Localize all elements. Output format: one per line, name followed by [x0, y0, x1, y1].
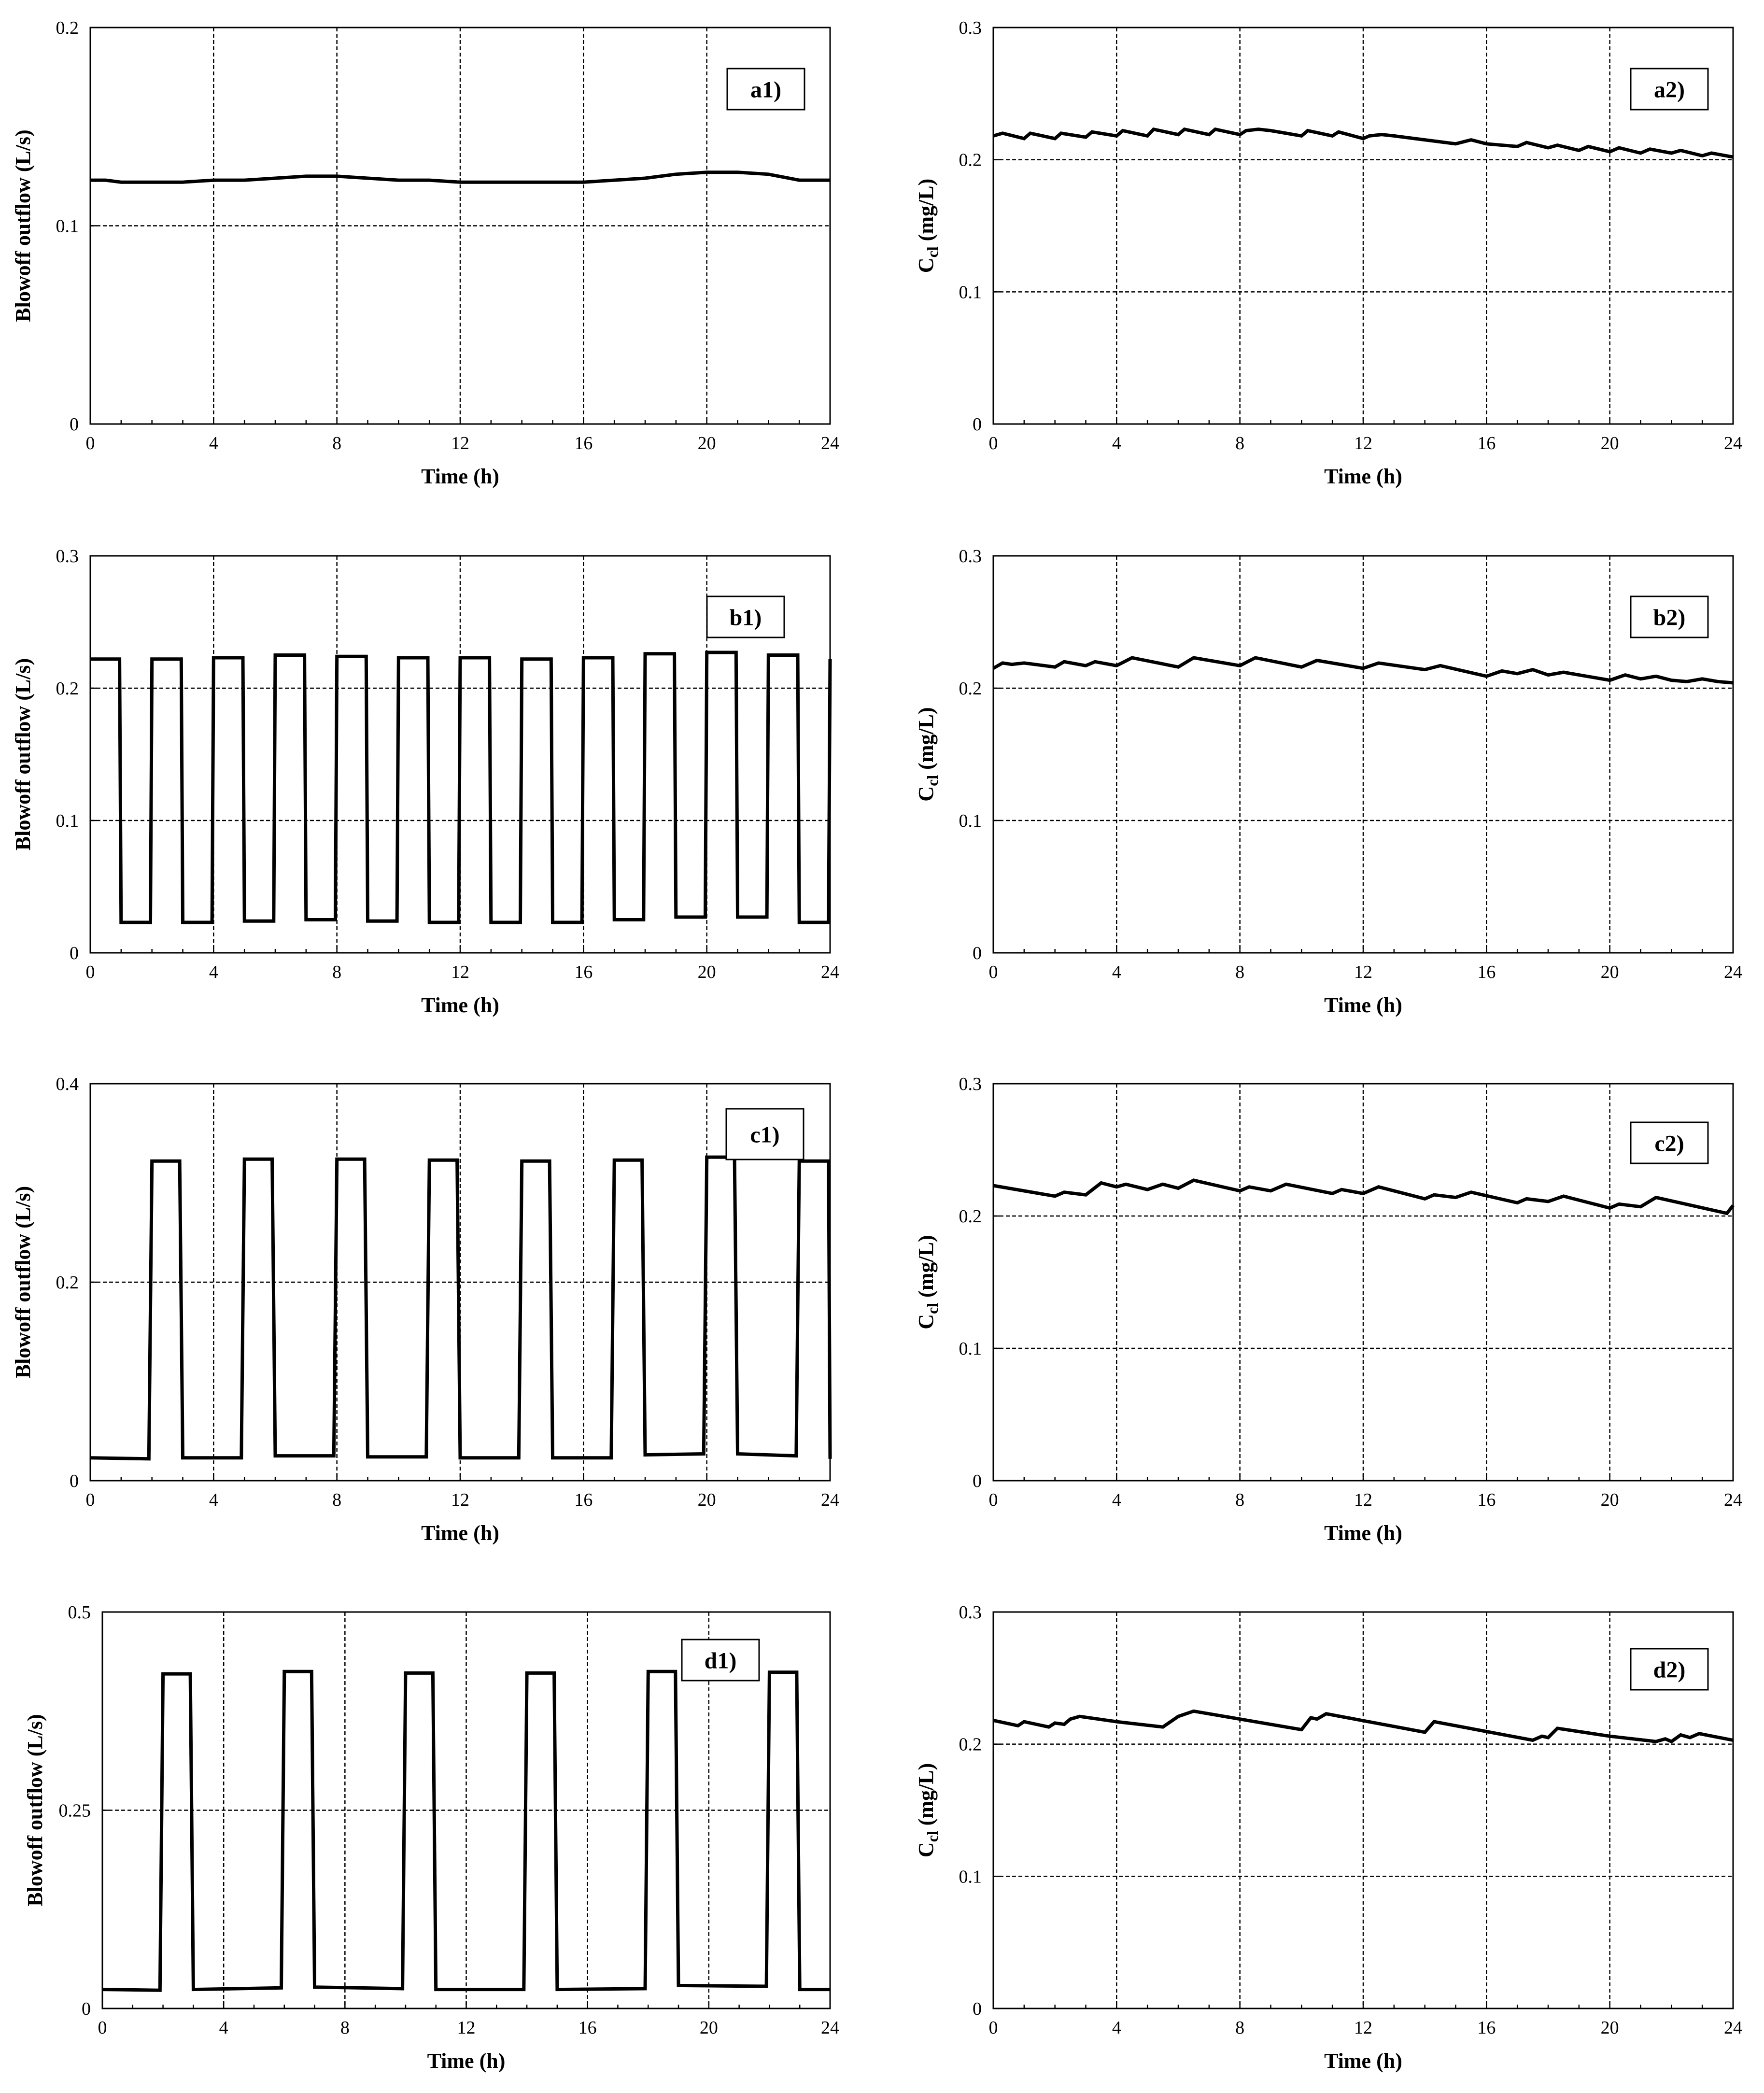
y-tick-label: 0 [973, 414, 982, 435]
series-line [90, 652, 830, 922]
y-tick-label: 0.5 [68, 1602, 91, 1623]
x-tick-label: 20 [1600, 433, 1619, 453]
x-tick-label: 16 [1477, 962, 1496, 982]
x-tick-label: 4 [1112, 962, 1121, 982]
y-tick-label: 0.1 [959, 282, 982, 303]
x-axis-label: Time (h) [1324, 2049, 1402, 2073]
x-tick-label: 8 [332, 1490, 342, 1510]
chart-panel-b2 [914, 546, 1742, 1017]
y-axis-label-main: C [914, 1314, 938, 1329]
x-tick-label: 4 [209, 433, 218, 453]
x-tick-label: 8 [332, 962, 342, 982]
y-axis-label: Blowoff outflow (L/s) [11, 658, 35, 851]
x-tick-label: 16 [1477, 2018, 1496, 2038]
x-tick-label: 4 [1112, 433, 1121, 453]
y-tick-label: 0.2 [959, 1734, 982, 1755]
y-tick-label: 0 [973, 1471, 982, 1491]
x-tick-label: 0 [85, 1490, 95, 1510]
chart-panel-d1 [23, 1602, 839, 2073]
x-tick-label: 4 [209, 1490, 218, 1510]
x-tick-label: 20 [1600, 962, 1619, 982]
y-tick-label: 0.1 [959, 811, 982, 831]
x-tick-label: 8 [1235, 2018, 1245, 2038]
x-tick-label: 24 [1724, 2018, 1742, 2038]
panel-label: b1) [729, 605, 762, 631]
panel-label: d2) [1653, 1657, 1686, 1683]
x-tick-label: 20 [1600, 1490, 1619, 1510]
x-tick-label: 20 [697, 962, 716, 982]
x-tick-label: 4 [219, 2018, 228, 2038]
x-tick-label: 16 [574, 962, 593, 982]
panel-label: a2) [1654, 77, 1685, 103]
x-tick-label: 24 [1724, 962, 1742, 982]
x-tick-label: 24 [821, 2018, 839, 2038]
x-tick-label: 0 [988, 433, 998, 453]
y-axis-label-main: C [914, 1842, 938, 1858]
x-tick-label: 12 [451, 1490, 469, 1510]
y-tick-label: 0 [70, 414, 79, 435]
y-axis-label-units: (mg/L) [914, 178, 938, 247]
x-tick-label: 16 [578, 2018, 597, 2038]
x-tick-label: 12 [451, 962, 469, 982]
y-axis-label-main: C [914, 257, 938, 273]
y-axis-label-units: (mg/L) [914, 1235, 938, 1303]
y-axis-label-units: (mg/L) [914, 707, 938, 775]
x-tick-label: 24 [821, 1490, 839, 1510]
y-tick-label: 0.3 [959, 18, 982, 38]
y-axis-label-subscript: cl [924, 775, 941, 786]
y-axis-label-subscript: cl [924, 1831, 941, 1842]
x-tick-label: 8 [1235, 433, 1245, 453]
y-tick-label: 0.3 [56, 546, 79, 566]
chart-panel-d2 [914, 1602, 1742, 2073]
y-tick-label: 0.4 [56, 1074, 79, 1094]
x-tick-label: 24 [1724, 433, 1742, 453]
x-axis-label: Time (h) [1324, 465, 1402, 488]
y-tick-label: 0.2 [56, 679, 79, 699]
x-tick-label: 16 [574, 1490, 593, 1510]
x-tick-label: 8 [340, 2018, 350, 2038]
y-tick-label: 0.25 [58, 1800, 91, 1821]
y-tick-label: 0 [973, 943, 982, 963]
x-tick-label: 8 [332, 433, 342, 453]
y-tick-label: 0.1 [959, 1339, 982, 1359]
y-tick-label: 0 [82, 1999, 91, 2019]
x-tick-label: 24 [1724, 1490, 1742, 1510]
x-tick-label: 24 [821, 433, 839, 453]
x-axis-label: Time (h) [421, 1521, 499, 1545]
y-tick-label: 0 [973, 1999, 982, 2019]
panel-label: b2) [1653, 605, 1686, 631]
chart-panel-b1 [11, 546, 839, 1017]
y-tick-label: 0.2 [959, 150, 982, 170]
y-tick-label: 0.2 [56, 18, 79, 38]
y-axis-label-subscript: cl [924, 1302, 941, 1314]
x-tick-label: 12 [1354, 962, 1372, 982]
y-tick-label: 0.3 [959, 1074, 982, 1094]
y-tick-label: 0 [70, 1471, 79, 1491]
series-line [90, 1157, 830, 1459]
x-tick-label: 4 [209, 962, 218, 982]
x-tick-label: 0 [988, 962, 998, 982]
x-tick-label: 8 [1235, 1490, 1245, 1510]
panel-label: c2) [1654, 1131, 1684, 1157]
y-axis-label: Blowoff outflow (L/s) [11, 1186, 35, 1379]
y-tick-label: 0 [70, 943, 79, 963]
y-tick-label: 0.2 [959, 679, 982, 699]
x-axis-label: Time (h) [1324, 1521, 1402, 1545]
y-tick-label: 0.3 [959, 546, 982, 566]
y-axis-label: Blowoff outflow (L/s) [11, 129, 35, 322]
x-tick-label: 8 [1235, 962, 1245, 982]
y-axis-label: Blowoff outflow (L/s) [23, 1714, 47, 1907]
x-tick-label: 0 [85, 962, 95, 982]
x-tick-label: 0 [85, 433, 95, 453]
x-tick-label: 12 [1354, 2018, 1372, 2038]
y-tick-label: 0.1 [56, 216, 79, 237]
x-tick-label: 12 [457, 2018, 476, 2038]
y-axis-label-subscript: cl [924, 246, 941, 258]
panel-label: d1) [704, 1648, 737, 1674]
x-tick-label: 20 [697, 433, 716, 453]
x-tick-label: 4 [1112, 1490, 1121, 1510]
y-tick-label: 0.2 [56, 1273, 79, 1293]
y-tick-label: 0.1 [56, 811, 79, 831]
chart-panel-c1 [11, 1074, 839, 1545]
x-tick-label: 0 [988, 1490, 998, 1510]
y-axis-label-main: C [914, 786, 938, 802]
x-tick-label: 16 [1477, 1490, 1496, 1510]
x-tick-label: 24 [821, 962, 839, 982]
x-axis-label: Time (h) [1324, 993, 1402, 1017]
chart-panel-c2 [914, 1074, 1742, 1545]
y-axis-label [914, 1763, 941, 1857]
x-tick-label: 20 [1600, 2018, 1619, 2038]
x-axis-label: Time (h) [421, 465, 499, 488]
x-tick-label: 0 [988, 2018, 998, 2038]
x-tick-label: 20 [699, 2018, 718, 2038]
y-tick-label: 0.2 [959, 1206, 982, 1227]
x-axis-label: Time (h) [421, 993, 499, 1017]
x-axis-label: Time (h) [427, 2049, 506, 2073]
y-axis-label [914, 179, 941, 273]
x-tick-label: 16 [1477, 433, 1496, 453]
y-axis-label [914, 1235, 941, 1329]
x-tick-label: 12 [1354, 433, 1372, 453]
x-tick-label: 4 [1112, 2018, 1121, 2038]
chart-panel-a1 [11, 18, 839, 488]
panel-label: c1) [750, 1122, 780, 1148]
y-tick-label: 0.3 [959, 1602, 982, 1623]
x-tick-label: 20 [697, 1490, 716, 1510]
x-tick-label: 12 [451, 433, 469, 453]
x-tick-label: 16 [574, 433, 593, 453]
chart-panel-a2 [914, 18, 1742, 488]
x-tick-label: 12 [1354, 1490, 1372, 1510]
y-tick-label: 0.1 [959, 1867, 982, 1887]
x-tick-label: 0 [98, 2018, 107, 2038]
y-axis-label-units: (mg/L) [914, 1763, 938, 1831]
y-axis-label [914, 707, 941, 801]
panel-label: a1) [750, 77, 781, 103]
